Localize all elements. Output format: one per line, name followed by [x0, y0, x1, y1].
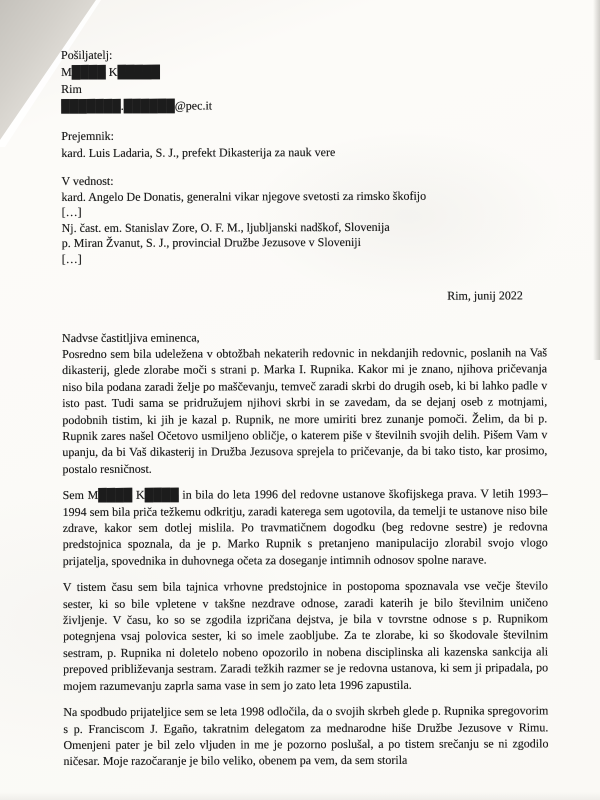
scan-bottom-edge-tint — [0, 792, 600, 800]
paragraph-4: Na spodbudo prijateljice sem se leta 1998 odločila, da o svojih skrbeh glede p. Rupnika spregovorim s p. Franciscom J. Egaño, takratnim delegatom za mednarodne hiše Družbe Jezusove v Rimu. Omenjeni pater je bil zelo vljuden in me je pozorno poslušal, a po tistem srečanju se ni zgodilo ničesar. Moje razočaranje je bilo veliko, obenem pa vem, da sem storila — [63, 703, 549, 769]
scan-right-edge-shadow — [593, 0, 600, 360]
sender-label: Pošiljatelj: — [61, 47, 113, 62]
cc-line: kard. Angelo De Donatis, generalni vikar njegove svetosti za rimsko škofijo — [61, 188, 427, 204]
letter-content — [61, 45, 549, 769]
cc-line: Nj. čast. em. Stanislav Zore, O. F. M., ljubljanski nadškof, Slovenija — [61, 219, 390, 235]
sender-email-redacted: ███████.██████@pec.it — [61, 98, 213, 113]
dateline: Rim, junij 2022 — [447, 287, 523, 303]
recipient-label: Prejemnik: — [61, 128, 115, 143]
paragraph-1: Posredno sem bila udeležena v obtožbah nekaterih redovnic in nekdanjih redovnic, poslanih na Vaš dikasterij, glede zlorabe moči s strani p. Marka I. Rupnika. Kakor mi je znano, njihova pričevanja niso bila podana zaradi želje po maščevanju, temveč zaradi skrbi do drugih oseb, ki bi lahko padle v isto past. Tudi sama se pridružujem njihovi skrbi in se zavedam, da se dejanj oseb z motnjami, podobnih tistim, ki jih je kazal p. Rupnik, ne more umiriti brez zunanje pomoči. Želim, da bi p. Rupnik zares našel Očetovo usmiljeno obličje, o katerem piše v številnih svojih delih. Pišem Vam v upanju, da bi Vaš dikasterij in Družba Jezusova sprejela to pričevanje, da bi tako tisto, kar prosimo, postalo resničnost. — [62, 345, 548, 476]
sender-name-redacted: M████ K█████ — [61, 64, 160, 79]
paragraph-2: Sem M████ K████ in bila do leta 1996 del redovne ustanove škofijskega prava. V letih 1993–1994 sem bila priča težkemu odkritju, zaradi katerega sem ugotovila, da temelji te ustanove niso bile zdrave, kakor sem dotlej mislila. Po travmatičnem dogodku (beg redovne sestre) je redovna predstojnica spoznala, da je p. Marko Rupnik s pretanjeno manipulacijo zlorabil svojo vlogo prijatelja, spovednika in duhovnega očeta za doseganje intimnih odnosov spolne narave. — [62, 486, 548, 568]
salutation: Nadvse častitljiva eminenca, — [61, 330, 200, 345]
sender-block — [61, 45, 546, 115]
cc-line: p. Miran Žvanut, S. J., provincial Družbe Jezusove v Sloveniji — [61, 235, 361, 251]
recipient-line: kard. Luis Ladaria, S. J., prefekt Dikasterija za nauk vere — [61, 145, 336, 160]
cc-block — [61, 172, 546, 267]
cc-label: V vednost: — [61, 173, 114, 188]
recipient-block — [61, 126, 546, 162]
cc-line-omitted: […] — [61, 205, 82, 220]
sender-city: Rim — [61, 81, 82, 96]
cc-line-omitted: […] — [61, 251, 82, 266]
paragraph-3: V tistem času sem bila tajnica vrhovne predstojnice in postopoma spoznavala vse večje število sester, ki so bile vpletene v takšne nezdrave odnose, zaradi katerih je bilo številnim uničeno življenje. V času, ko so se zgodila izpričana dejstva, je bila v tovrstne odnose s p. Rupnikom potegnjena vsaj polovica sester, ki so imele zaobljube. Za te zlorabe, ki so škodovale številnim sestram, p. Rupnika ni doletelo nobeno opozorilo in nobena disciplinska ali kazenska sankcija ali prepoved približevanja sestram. Zaradi težkih razmer se je redovna ustanova, ki sem ji pripadala, po mojem razumevanju zaprla sama vase in sem jo zato leta 1996 zapustila. — [62, 578, 549, 693]
